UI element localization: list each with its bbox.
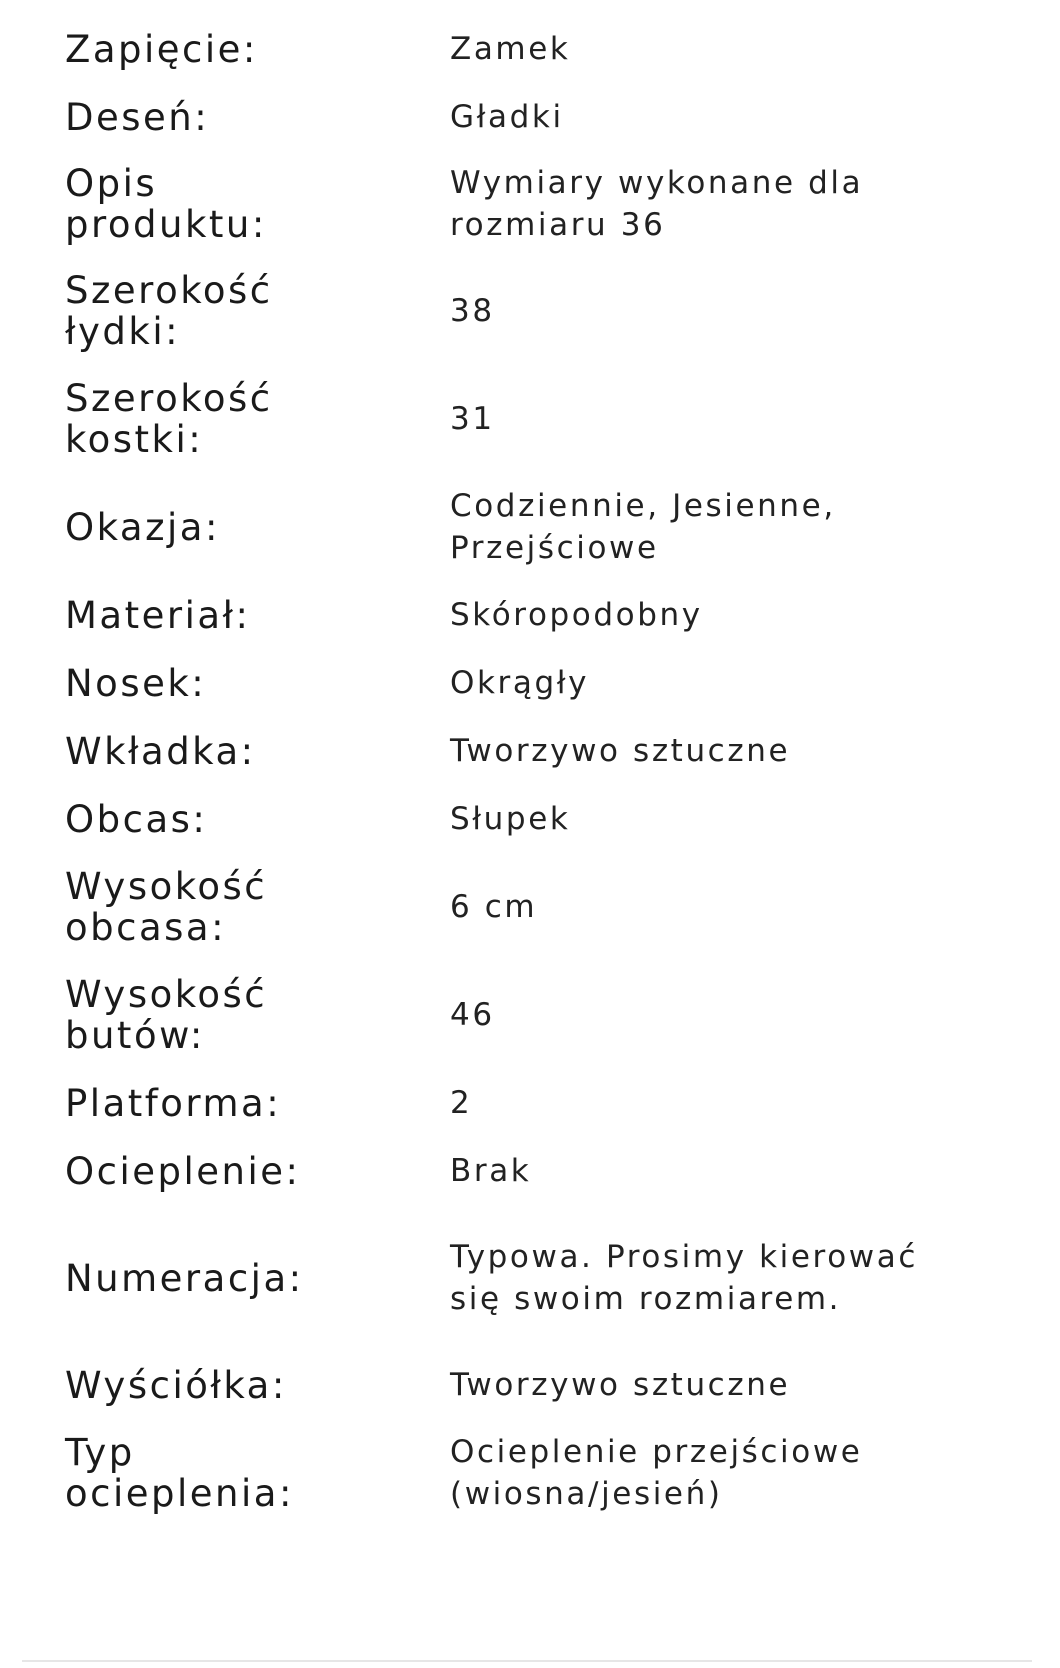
spec-row-wkladka <box>0 717 1060 785</box>
spec-value: Codziennie, Jesienne, Przejściowe <box>450 488 836 566</box>
spec-row-wysokosc-obcasa <box>0 853 1060 961</box>
spec-label: Wyściółka: <box>65 1363 287 1407</box>
spec-label: Szerokość łydki: <box>65 269 273 353</box>
spec-row-wysciolka <box>0 1351 1060 1419</box>
spec-value: 46 <box>450 997 495 1033</box>
spec-value: Wymiary wykonane dla rozmiaru 36 <box>450 165 864 243</box>
spec-label: Zapięcie: <box>65 27 258 71</box>
spec-label: Typ ocieplenia: <box>65 1431 294 1515</box>
spec-label: Numeracja: <box>65 1256 304 1300</box>
spec-value: Brak <box>450 1153 532 1189</box>
spec-label: Wysokość obcasa: <box>65 865 268 949</box>
spec-row-wysokosc-butow <box>0 961 1060 1069</box>
spec-value: 2 <box>450 1085 473 1121</box>
spec-label: Opis produktu: <box>65 162 267 246</box>
spec-value: Skóropodobny <box>450 597 703 633</box>
spec-value: Zamek <box>450 31 571 67</box>
spec-label: Platforma: <box>65 1081 282 1125</box>
spec-value: Tworzywo sztuczne <box>450 733 791 769</box>
spec-label: Wkładka: <box>65 729 256 773</box>
spec-row-opis-produktu <box>0 151 1060 257</box>
spec-value: Gładki <box>450 99 564 135</box>
spec-value: Słupek <box>450 801 571 837</box>
spec-label: Obcas: <box>65 797 208 841</box>
spec-row-material <box>0 581 1060 649</box>
spec-row-zapiecie <box>0 15 1060 83</box>
spec-value: Typowa. Prosimy kierować się swoim rozmiarem. <box>450 1239 918 1317</box>
spec-row-numeracja <box>0 1205 1060 1351</box>
spec-label: Deseń: <box>65 95 210 139</box>
spec-value: 31 <box>450 401 495 437</box>
spec-value: 38 <box>450 293 495 329</box>
spec-label: Wysokość butów: <box>65 973 268 1057</box>
spec-value: Ocieplenie przejściowe (wiosna/jesień) <box>450 1434 863 1512</box>
spec-label: Ocieplenie: <box>65 1149 301 1193</box>
spec-row-obcas <box>0 785 1060 853</box>
spec-value: 6 cm <box>450 889 538 925</box>
bottom-divider <box>22 1660 1032 1662</box>
spec-row-platforma <box>0 1069 1060 1137</box>
spec-label: Materiał: <box>65 593 251 637</box>
spec-label: Szerokość kostki: <box>65 377 273 461</box>
spec-row-szerokosc-lydki <box>0 257 1060 365</box>
spec-value: Tworzywo sztuczne <box>450 1367 791 1403</box>
spec-row-desen <box>0 83 1060 151</box>
spec-row-ocieplenie <box>0 1137 1060 1205</box>
spec-row-okazja <box>0 473 1060 581</box>
spec-row-nosek <box>0 649 1060 717</box>
spec-value: Okrągły <box>450 665 590 701</box>
spec-label: Nosek: <box>65 661 207 705</box>
spec-row-typ-ocieplenia <box>0 1419 1060 1527</box>
spec-row-szerokosc-kostki <box>0 365 1060 473</box>
spec-label: Okazja: <box>65 505 220 549</box>
